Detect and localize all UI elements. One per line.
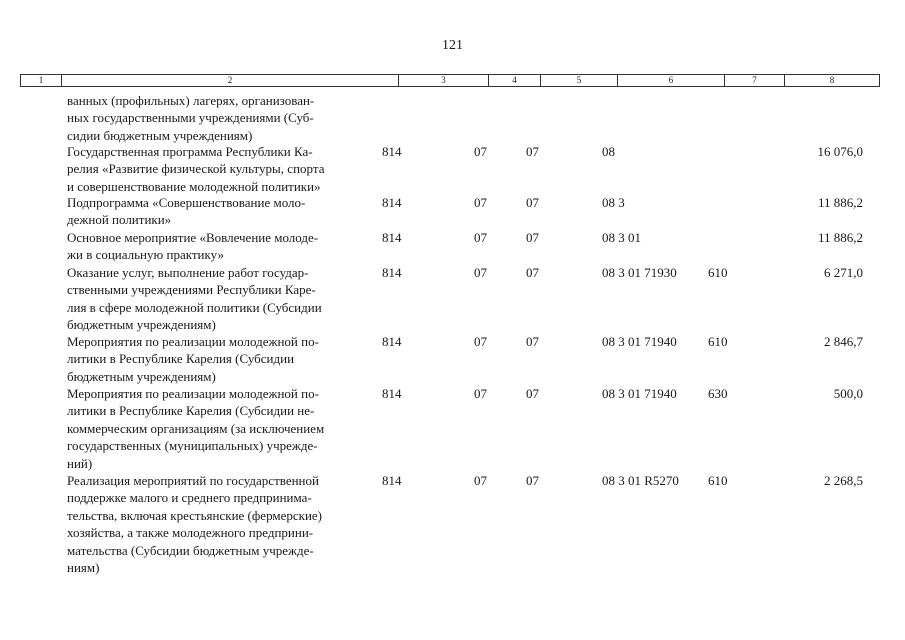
subsection-code: 07 bbox=[526, 265, 539, 280]
section-code: 07 bbox=[474, 195, 487, 210]
page-number: 121 bbox=[442, 38, 463, 53]
column-header-6: 6 bbox=[618, 75, 725, 86]
row-description: Мероприятия по реализации молодежной по- литики в Республике Карелия (Субсидии бюджетным учреждениям) bbox=[67, 334, 319, 384]
subsection-code: 07 bbox=[526, 386, 539, 401]
expense-type-code: 610 bbox=[708, 473, 728, 488]
column-header-2: 2 bbox=[62, 75, 399, 86]
subsection-code: 07 bbox=[526, 144, 539, 159]
target-article-code: 08 3 01 R5270 bbox=[602, 473, 679, 488]
ministry-code: 814 bbox=[382, 144, 402, 159]
row-description: Реализация мероприятий по государственной поддержке малого и среднего предпринима- тельства, включая крестьянские (фермерские) хозяйства, а также молодежного предприни- мательства (Субсидии бюджетным учрежде- ниям) bbox=[67, 473, 323, 576]
ministry-code: 814 bbox=[382, 334, 402, 349]
section-code: 07 bbox=[474, 473, 487, 488]
column-header-8: 8 bbox=[829, 75, 835, 85]
target-article-code: 08 3 01 bbox=[602, 230, 641, 245]
row-description: Мероприятия по реализации молодежной по- литики в Республике Карелия (Субсидии не- коммерческим организациям (за исключением государственных (муниципальных) учрежде- ний) bbox=[67, 386, 325, 471]
amount: 16 076,0 bbox=[817, 144, 863, 159]
subsection-code: 07 bbox=[526, 195, 539, 210]
ministry-code: 814 bbox=[382, 473, 402, 488]
row-description: Основное мероприятие «Вовлечение молоде- жи в социальную практику» bbox=[67, 230, 319, 263]
section-code: 07 bbox=[474, 230, 487, 245]
target-article-code: 08 bbox=[602, 144, 615, 159]
amount: 500,0 bbox=[833, 386, 863, 401]
ministry-code: 814 bbox=[382, 195, 402, 210]
target-article-code: 08 3 01 71930 bbox=[602, 265, 677, 280]
section-code: 07 bbox=[474, 334, 487, 349]
subsection-code: 07 bbox=[526, 230, 539, 245]
section-code: 07 bbox=[474, 144, 487, 159]
amount: 11 886,2 bbox=[817, 230, 863, 245]
row-description: Оказание услуг, выполнение работ государ- ственными учреждениями Республики Каре- лия в сфере молодежной политики (Субсидии бюджетным учреждениям) bbox=[67, 265, 322, 333]
target-article-code: 08 3 bbox=[602, 195, 625, 210]
ministry-code: 814 bbox=[382, 386, 402, 401]
section-code: 07 bbox=[474, 386, 487, 401]
table-header-row bbox=[20, 74, 880, 87]
row-description: ванных (профильных) лагерях, организован- ных государственными учреждениями (Суб- сидии бюджетным учреждениям) bbox=[67, 93, 315, 143]
subsection-code: 07 bbox=[526, 334, 539, 349]
column-header-5: 5 bbox=[541, 75, 618, 86]
ministry-code: 814 bbox=[382, 230, 402, 245]
amount: 6 271,0 bbox=[824, 265, 863, 280]
amount: 2 846,7 bbox=[824, 334, 863, 349]
row-description: Подпрограмма «Совершенствование моло- дежной политики» bbox=[67, 195, 306, 228]
column-header-3: 3 bbox=[399, 75, 489, 86]
section-code: 07 bbox=[474, 265, 487, 280]
ministry-code: 814 bbox=[382, 265, 402, 280]
expense-type-code: 610 bbox=[708, 265, 728, 280]
target-article-code: 08 3 01 71940 bbox=[602, 334, 677, 349]
target-article-code: 08 3 01 71940 bbox=[602, 386, 677, 401]
subsection-code: 07 bbox=[526, 473, 539, 488]
amount: 2 268,5 bbox=[824, 473, 863, 488]
expense-type-code: 630 bbox=[708, 386, 728, 401]
column-header-7: 7 bbox=[725, 75, 785, 86]
column-header-1: 1 bbox=[21, 75, 62, 86]
expense-type-code: 610 bbox=[708, 334, 728, 349]
column-header-4: 4 bbox=[489, 75, 541, 86]
row-description: Государственная программа Республики Ка- релия «Развитие физической культуры, спорта и совершенствование молодежной политики» bbox=[67, 144, 325, 194]
amount: 11 886,2 bbox=[817, 195, 863, 210]
